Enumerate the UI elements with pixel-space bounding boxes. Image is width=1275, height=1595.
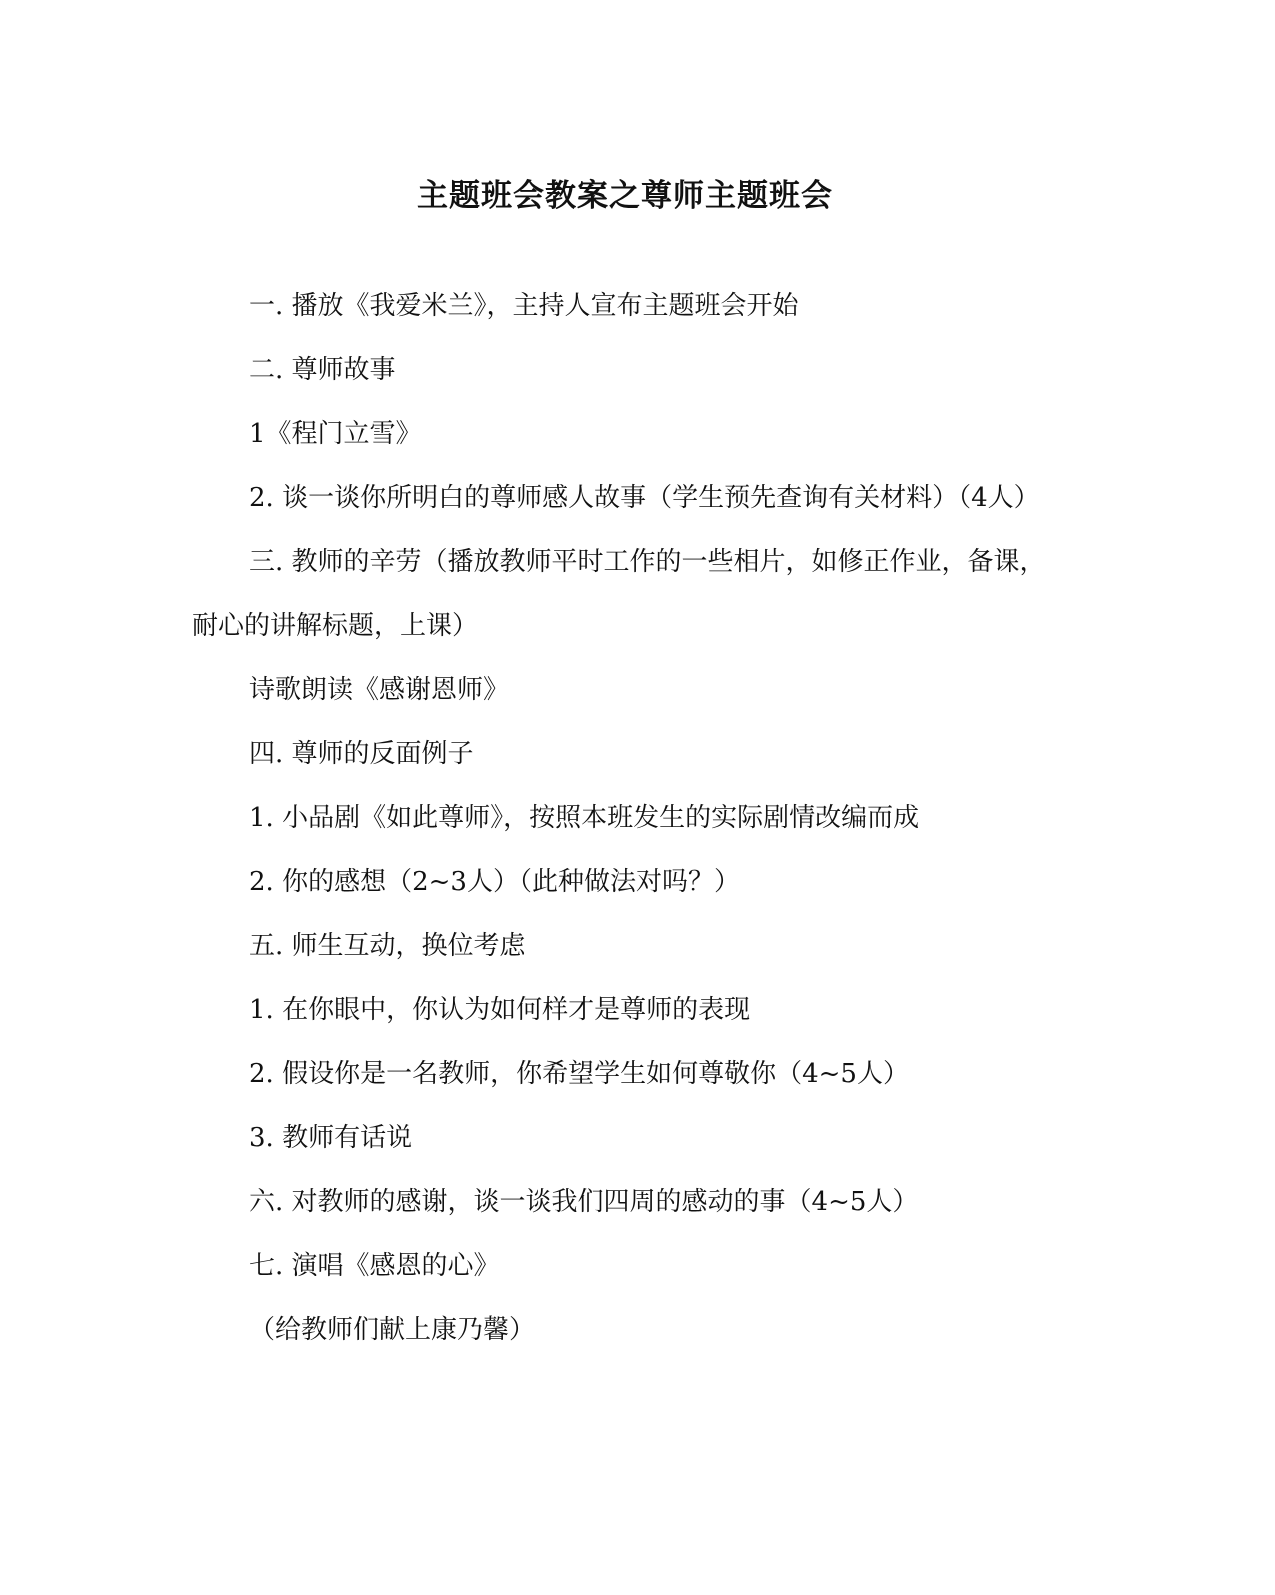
paragraph: 1. 在你眼中，你认为如何样才是尊师的表现 [249,995,751,1025]
paragraph: 诗歌朗读《感谢恩师》 [249,675,510,705]
paragraph: 七. 演唱《感恩的心》 [249,1251,500,1281]
paragraph: 2. 假设你是一名教师，你希望学生如何尊敬你（4~5人） [249,1059,909,1089]
paragraph: 1. 小品剧《如此尊师》，按照本班发生的实际剧情改编而成 [249,803,920,833]
paragraph: （给教师们献上康乃馨） [249,1315,536,1345]
paragraph: 一. 播放《我爱米兰》，主持人宣布主题班会开始 [249,291,799,321]
paragraph: 2. 你的感想（2~3人）（此种做法对吗？） [249,867,740,897]
paragraph: 四. 尊师的反面例子 [249,739,474,769]
paragraph: 3. 教师有话说 [249,1123,413,1153]
paragraph: 三. 教师的辛劳（播放教师平时工作的一些相片，如修正作业，备课，耐心的讲解标题，上课） [192,547,1046,641]
paragraph: 六. 对教师的感谢，谈一谈我们四周的感动的事（4~5人） [249,1187,919,1217]
paragraph: 1《程门立雪》 [249,419,422,449]
paragraph: 五. 师生互动，换位考虑 [249,931,526,961]
document-body [192,274,1062,1362]
paragraph: 2. 谈一谈你所明白的尊师感人故事（学生预先查询有关材料）（4人） [249,483,1040,513]
document-title: 主题班会教案之尊师主题班会 [417,178,833,214]
paragraph: 二. 尊师故事 [249,355,396,385]
